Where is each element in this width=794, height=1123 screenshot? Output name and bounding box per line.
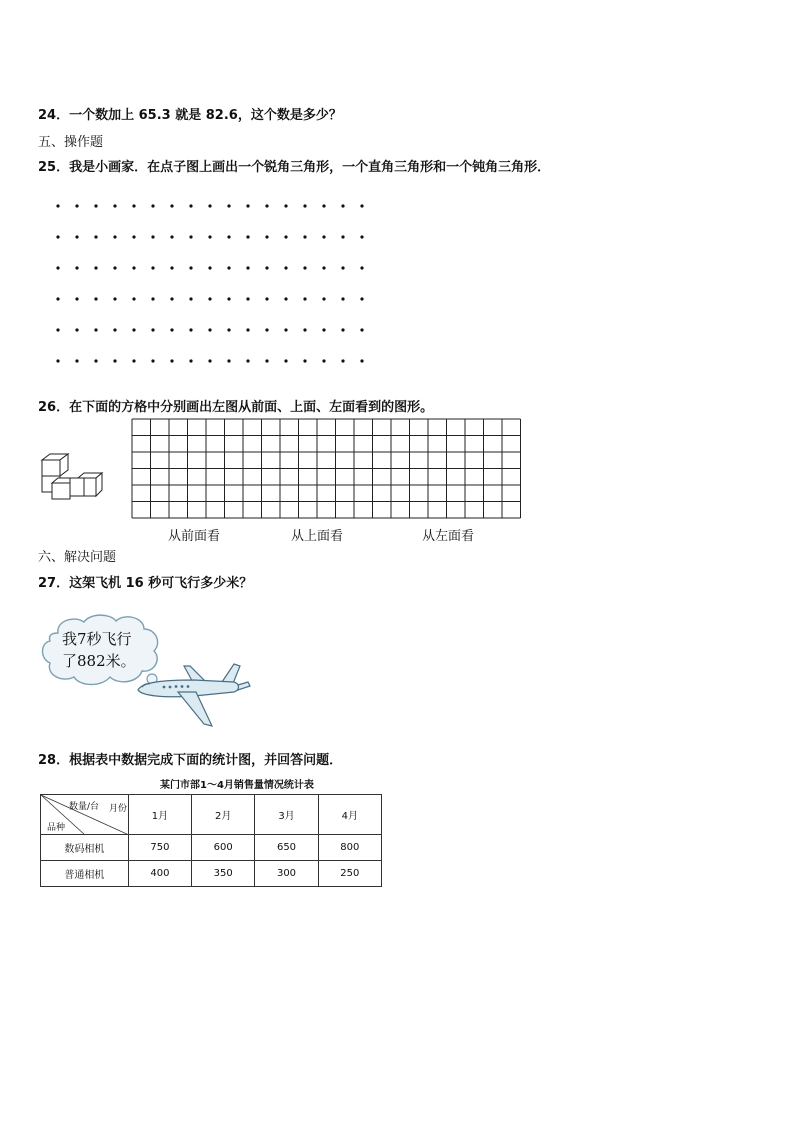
table-cell: 800: [318, 835, 381, 861]
grid-dot[interactable]: [246, 297, 249, 300]
grid-dot[interactable]: [113, 266, 116, 269]
grid-dot[interactable]: [132, 328, 135, 331]
grid-dot[interactable]: [227, 204, 230, 207]
grid-dot[interactable]: [322, 204, 325, 207]
grid-dot[interactable]: [322, 328, 325, 331]
grid-dot[interactable]: [151, 328, 154, 331]
grid-dot[interactable]: [322, 235, 325, 238]
grid-dot[interactable]: [360, 328, 363, 331]
grid-dot[interactable]: [303, 359, 306, 362]
grid-dot[interactable]: [151, 235, 154, 238]
grid-dot[interactable]: [113, 204, 116, 207]
grid-dot[interactable]: [151, 297, 154, 300]
row-name: 普通相机: [41, 861, 129, 887]
grid-dot[interactable]: [303, 235, 306, 238]
grid-dot[interactable]: [227, 297, 230, 300]
grid-dot[interactable]: [303, 328, 306, 331]
grid-dot[interactable]: [246, 204, 249, 207]
table-cell: 350: [192, 861, 255, 887]
grid-dot[interactable]: [322, 266, 325, 269]
grid-dot[interactable]: [341, 204, 344, 207]
grid-dot[interactable]: [265, 297, 268, 300]
row-name: 数码相机: [41, 835, 129, 861]
corner-quantity: 数量/台: [69, 802, 100, 812]
label-top-view: 从上面看: [291, 529, 344, 544]
grid-dot[interactable]: [360, 235, 363, 238]
grid-dot[interactable]: [94, 297, 97, 300]
grid-dot[interactable]: [284, 328, 287, 331]
grid-dot[interactable]: [227, 266, 230, 269]
grid-dot[interactable]: [170, 328, 173, 331]
grid-dot[interactable]: [56, 266, 59, 269]
grid-dot[interactable]: [303, 266, 306, 269]
grid-dot[interactable]: [227, 235, 230, 238]
table-cell: 300: [255, 861, 318, 887]
question-24: 24．一个数加上 65.3 就是 82.6，这个数是多少？: [38, 108, 342, 123]
table-corner-cell: [41, 795, 129, 835]
corner-month: 月份: [109, 804, 128, 814]
grid-dot[interactable]: [56, 297, 59, 300]
section-6-title: 六、解决问题: [38, 550, 117, 565]
dot-grid[interactable]: [50, 198, 380, 378]
header-month: 1月: [128, 795, 191, 835]
table-row: [41, 835, 382, 861]
grid-dot[interactable]: [56, 359, 59, 362]
grid-dot[interactable]: [132, 359, 135, 362]
grid-dot[interactable]: [246, 235, 249, 238]
grid-dot[interactable]: [341, 297, 344, 300]
grid-dot[interactable]: [208, 359, 211, 362]
grid-dot[interactable]: [94, 266, 97, 269]
grid-dot[interactable]: [132, 235, 135, 238]
table-cell: 250: [318, 861, 381, 887]
grid-dot[interactable]: [322, 297, 325, 300]
grid-dot[interactable]: [132, 204, 135, 207]
grid-dot[interactable]: [94, 235, 97, 238]
table-cell: 600: [192, 835, 255, 861]
grid-dot[interactable]: [360, 359, 363, 362]
grid-dot[interactable]: [284, 359, 287, 362]
grid-dot[interactable]: [132, 297, 135, 300]
grid-dot[interactable]: [208, 328, 211, 331]
grid-dot[interactable]: [246, 359, 249, 362]
grid-dot[interactable]: [227, 359, 230, 362]
grid-dot[interactable]: [113, 235, 116, 238]
grid-dot[interactable]: [75, 328, 78, 331]
cube-figure: [38, 450, 118, 510]
grid-dot[interactable]: [189, 297, 192, 300]
table-cell: 400: [128, 861, 191, 887]
grid-dot[interactable]: [170, 204, 173, 207]
grid-dot[interactable]: [170, 235, 173, 238]
grid-dot[interactable]: [113, 359, 116, 362]
table-row: [41, 861, 382, 887]
header-month: 2月: [192, 795, 255, 835]
grid-dot[interactable]: [189, 359, 192, 362]
grid-dot[interactable]: [284, 297, 287, 300]
grid-dot[interactable]: [151, 266, 154, 269]
grid-dot[interactable]: [246, 328, 249, 331]
header-month: 3月: [255, 795, 318, 835]
grid-dot[interactable]: [113, 328, 116, 331]
grid-dot[interactable]: [303, 297, 306, 300]
grid-dot[interactable]: [360, 297, 363, 300]
question-26: 26．在下面的方格中分别画出左图从前面、上面、左面看到的图形。: [38, 400, 434, 415]
grid-dot[interactable]: [94, 359, 97, 362]
table-cell: 650: [255, 835, 318, 861]
grid-dot[interactable]: [208, 204, 211, 207]
bubble-line-1: 我7秒飞行: [62, 630, 132, 648]
grid-dot[interactable]: [75, 297, 78, 300]
grid-dot[interactable]: [208, 297, 211, 300]
label-front-view: 从前面看: [168, 529, 221, 544]
grid-dot[interactable]: [284, 235, 287, 238]
grid-dot[interactable]: [189, 328, 192, 331]
grid-dot[interactable]: [170, 359, 173, 362]
grid-dot[interactable]: [170, 297, 173, 300]
grid-dot[interactable]: [265, 328, 268, 331]
answer-square-grid[interactable]: [132, 419, 522, 524]
grid-dot[interactable]: [322, 359, 325, 362]
grid-dot[interactable]: [284, 266, 287, 269]
grid-dot[interactable]: [75, 204, 78, 207]
grid-dot[interactable]: [341, 235, 344, 238]
grid-dot[interactable]: [189, 204, 192, 207]
grid-dot[interactable]: [56, 204, 59, 207]
grid-dot[interactable]: [189, 235, 192, 238]
grid-dot[interactable]: [75, 266, 78, 269]
grid-dot[interactable]: [341, 359, 344, 362]
grid-dot[interactable]: [189, 266, 192, 269]
grid-dot[interactable]: [360, 266, 363, 269]
grid-dot[interactable]: [113, 297, 116, 300]
grid-dot[interactable]: [208, 235, 211, 238]
question-28: 28．根据表中数据完成下面的统计图，并回答问题．: [38, 753, 343, 768]
grid-dot[interactable]: [341, 328, 344, 331]
corner-category: 品种: [47, 823, 66, 833]
grid-dot[interactable]: [75, 235, 78, 238]
question-27: 27．这架飞机 16 秒可飞行多少米？: [38, 576, 253, 591]
grid-dot[interactable]: [151, 204, 154, 207]
grid-dot[interactable]: [94, 204, 97, 207]
label-left-view: 从左面看: [422, 529, 475, 544]
grid-dot[interactable]: [56, 328, 59, 331]
question-25: 25．我是小画家．在点子图上画出一个锐角三角形，一个直角三角形和一个钝角三角形．: [38, 160, 551, 175]
bubble-line-2: 了882米。: [62, 652, 136, 670]
grid-dot[interactable]: [151, 359, 154, 362]
table-title: 某门市部1～4月销售量情况统计表: [160, 780, 314, 791]
section-5-title: 五、操作题: [38, 135, 104, 150]
grid-dot[interactable]: [170, 266, 173, 269]
grid-dot[interactable]: [341, 266, 344, 269]
grid-dot[interactable]: [75, 359, 78, 362]
grid-dot[interactable]: [132, 266, 135, 269]
grid-dot[interactable]: [94, 328, 97, 331]
grid-dot[interactable]: [303, 204, 306, 207]
grid-dot[interactable]: [360, 204, 363, 207]
grid-dot[interactable]: [56, 235, 59, 238]
grid-dot[interactable]: [265, 359, 268, 362]
grid-dot[interactable]: [284, 204, 287, 207]
grid-dot[interactable]: [265, 204, 268, 207]
table-cell: 750: [128, 835, 191, 861]
grid-dot[interactable]: [227, 328, 230, 331]
grid-dot[interactable]: [246, 266, 249, 269]
sales-table: [40, 794, 382, 887]
grid-dot[interactable]: [265, 266, 268, 269]
grid-dot[interactable]: [208, 266, 211, 269]
header-month: 4月: [318, 795, 381, 835]
grid-dot[interactable]: [265, 235, 268, 238]
airplane-icon: [134, 660, 254, 730]
